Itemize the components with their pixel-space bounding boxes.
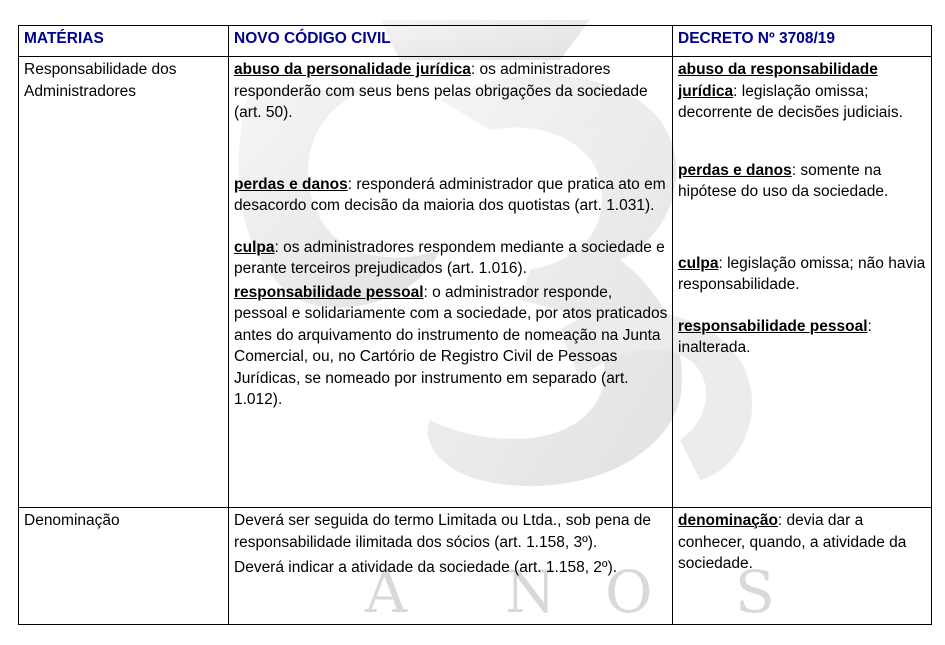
term: responsabilidade pessoal: [678, 317, 868, 335]
term: responsabilidade pessoal: [234, 283, 424, 301]
header-novo-codigo-civil: NOVO CÓDIGO CIVIL: [229, 26, 673, 57]
materia-cell: Responsabilidade dos Administradores: [19, 57, 229, 508]
paragraph-text: : somente na hipótese do uso da sociedade.: [678, 161, 889, 200]
watermark-letter-n: N: [505, 558, 556, 626]
novo-cell: [229, 57, 673, 508]
header-decreto: DECRETO Nº 3708/19: [673, 26, 932, 57]
watermark-letter-s: S: [735, 558, 775, 626]
table-row: [19, 57, 932, 508]
term: perdas e danos: [678, 161, 792, 179]
novo-paragraph: [234, 237, 668, 280]
paragraph-text: : inalterada.: [678, 317, 872, 356]
decreto-cell: [673, 508, 932, 625]
decreto-paragraph: [678, 59, 927, 124]
decreto-paragraph: [678, 510, 927, 575]
term: culpa: [678, 254, 719, 272]
paragraph-text: : devia dar a conhecer, quando, a atividade da sociedade.: [678, 512, 907, 572]
novo-paragraph: Deverá ser seguida do termo Limitada ou Ltda., sob pena de responsabilidade ilimitada dos sócios (art. 1.158, 3º).: [234, 512, 652, 551]
decreto-paragraph: [678, 316, 927, 359]
paragraph-text: : responderá administrador que pratica ato em desacordo com decisão da maioria dos quotistas (art. 1.031).: [234, 175, 666, 214]
novo-paragraph: [234, 282, 668, 411]
paragraph-text: : o administrador responde, pessoal e solidariamente com a sociedade, por atos praticados antes do arquivamento do instrumento de nomeação na Junta Comercial, ou, no Cartório de Registro Civil de Pessoas Jurídicas, se nomeado por instrumento em separado (art. 1.012).: [234, 283, 668, 408]
decreto-paragraph: [678, 160, 927, 203]
decreto-cell: [673, 57, 932, 508]
table-row: [19, 508, 932, 625]
header-materias: MATÉRIAS: [19, 26, 229, 57]
term: denominação: [678, 512, 778, 529]
novo-paragraph: [234, 59, 668, 124]
watermark-letter-a: A: [365, 558, 407, 626]
comparison-table: [18, 25, 932, 625]
term: abuso da personalidade jurídica: [234, 61, 471, 78]
paragraph-text: : os administradores respondem mediante a sociedade e perante terceiros prejudicados (art. 1.016).: [234, 238, 665, 277]
header-row: [19, 26, 932, 57]
term: culpa: [234, 238, 275, 256]
novo-paragraph: Deverá indicar a atividade da sociedade (art. 1.158, 2º).: [234, 559, 618, 576]
paragraph-text: : legislação omissa; não havia responsabilidade.: [678, 254, 926, 293]
paragraph-text: : legislação omissa; decorrente de decisões judiciais.: [678, 82, 903, 121]
novo-paragraph: [234, 174, 668, 217]
paragraph-text: : os administradores responderão com seus bens pelas obrigações da sociedade (art. 50).: [234, 61, 648, 121]
materia-cell: Denominação: [19, 508, 229, 625]
watermark-letter-o: O: [605, 558, 653, 626]
novo-cell: [229, 508, 673, 625]
term: perdas e danos: [234, 175, 348, 193]
term: abuso da responsabilidade jurídica: [678, 61, 878, 100]
decreto-paragraph: [678, 253, 927, 296]
